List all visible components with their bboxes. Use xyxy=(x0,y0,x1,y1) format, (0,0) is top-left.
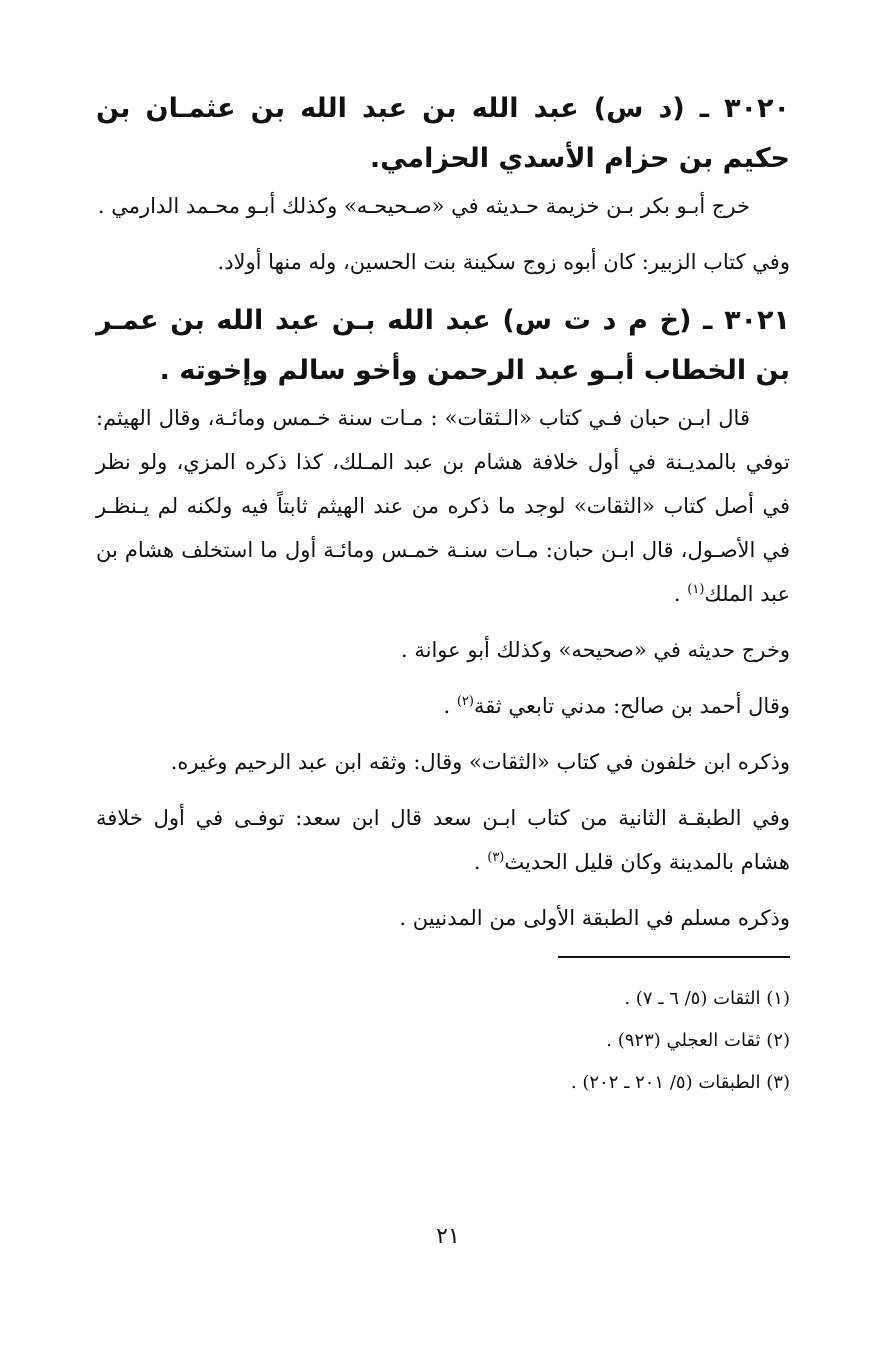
trailing-dot: . xyxy=(673,582,688,606)
footnote-separator xyxy=(558,956,790,958)
paragraph-text: وقال أحمد بن صالح: مدني تابعي ثقة xyxy=(473,694,790,718)
paragraph-3021-1 xyxy=(96,396,790,616)
paragraph-3021-2: وخرج حديثه في «صحيحه» وكذلك أبو عوانة . xyxy=(401,638,790,662)
footnote-ref-1: (١) xyxy=(687,582,705,597)
footnote-ref-3: (٣) xyxy=(487,850,505,865)
paragraph-3021-5 xyxy=(96,796,790,884)
trailing-dot: . xyxy=(473,850,488,874)
trailing-dot: . xyxy=(443,694,457,718)
paragraph-3021-4: وذكره ابن خلفون في كتاب «الثقات» وقال: وثقه ابن عبد الرحيم وغيره. xyxy=(170,750,790,774)
paragraph-text: قال ابـن حبان فـي كتاب «الـثقات» : مـات سنة خـمس ومائـة، وقال الهيثم: توفي بالمديـنة في أول خلافة هشام بن عبد المـلك، كذا ذكره المزي، ولو نظر في أصل كتاب «الثقات» لوجد ما ذكره من عند الهيثم ثابتاً فيه ولكنه لم يـنظـر في الأصـول، قال ابـن حبان: مـات سنـة خمـس ومائـة أول ما استخلف هشام بن عبد الملك xyxy=(96,406,790,606)
paragraph-text: وفي الطبقـة الثانية من كتاب ابـن سعد قال ابن سعد: توفـى في أول خلافة هشام بالمدينة وكان قليل الحديث xyxy=(96,806,790,874)
entry-heading-3020: ٣٠٢٠ ـ (د س) عبد الله بن عبد الله بن عثمـان بن حكيم بن حزام الأسدي الحزامي. xyxy=(96,93,790,174)
paragraph-3020-1: خرج أبـو بكر بـن خزيمة حـديثه في «صـحيحـه» وكذلك أبـو محـمد الدارمي . xyxy=(97,194,750,218)
footnote-2: (٢) ثقات العجلي (٩٢٣) . xyxy=(606,1030,790,1051)
paragraph-3020-2: وفي كتاب الزبير: كان أبوه زوج سكينة بنت الحسين، وله منها أولاد. xyxy=(217,250,790,274)
footnote-1: (١) الثقات (٥/ ٦ ـ ٧) . xyxy=(624,988,790,1009)
paragraph-3021-6: وذكره مسلم في الطبقة الأولى من المدنيين . xyxy=(399,906,790,930)
entry-heading-3021: ٣٠٢١ ـ (خ م د ت س) عبد الله بـن عبد الله بن عمـر بن الخطاب أبـو عبد الرحمن وأخو سالم وإخوته . xyxy=(96,305,790,386)
paragraph-3021-3 xyxy=(96,684,790,728)
footnote-ref-2: (٢) xyxy=(456,694,474,709)
document-page xyxy=(96,84,790,1104)
footnote-3: (٣) الطبقات (٥/ ٢٠١ ـ ٢٠٢) . xyxy=(570,1072,790,1093)
page-number: ٢١ xyxy=(436,1224,460,1249)
